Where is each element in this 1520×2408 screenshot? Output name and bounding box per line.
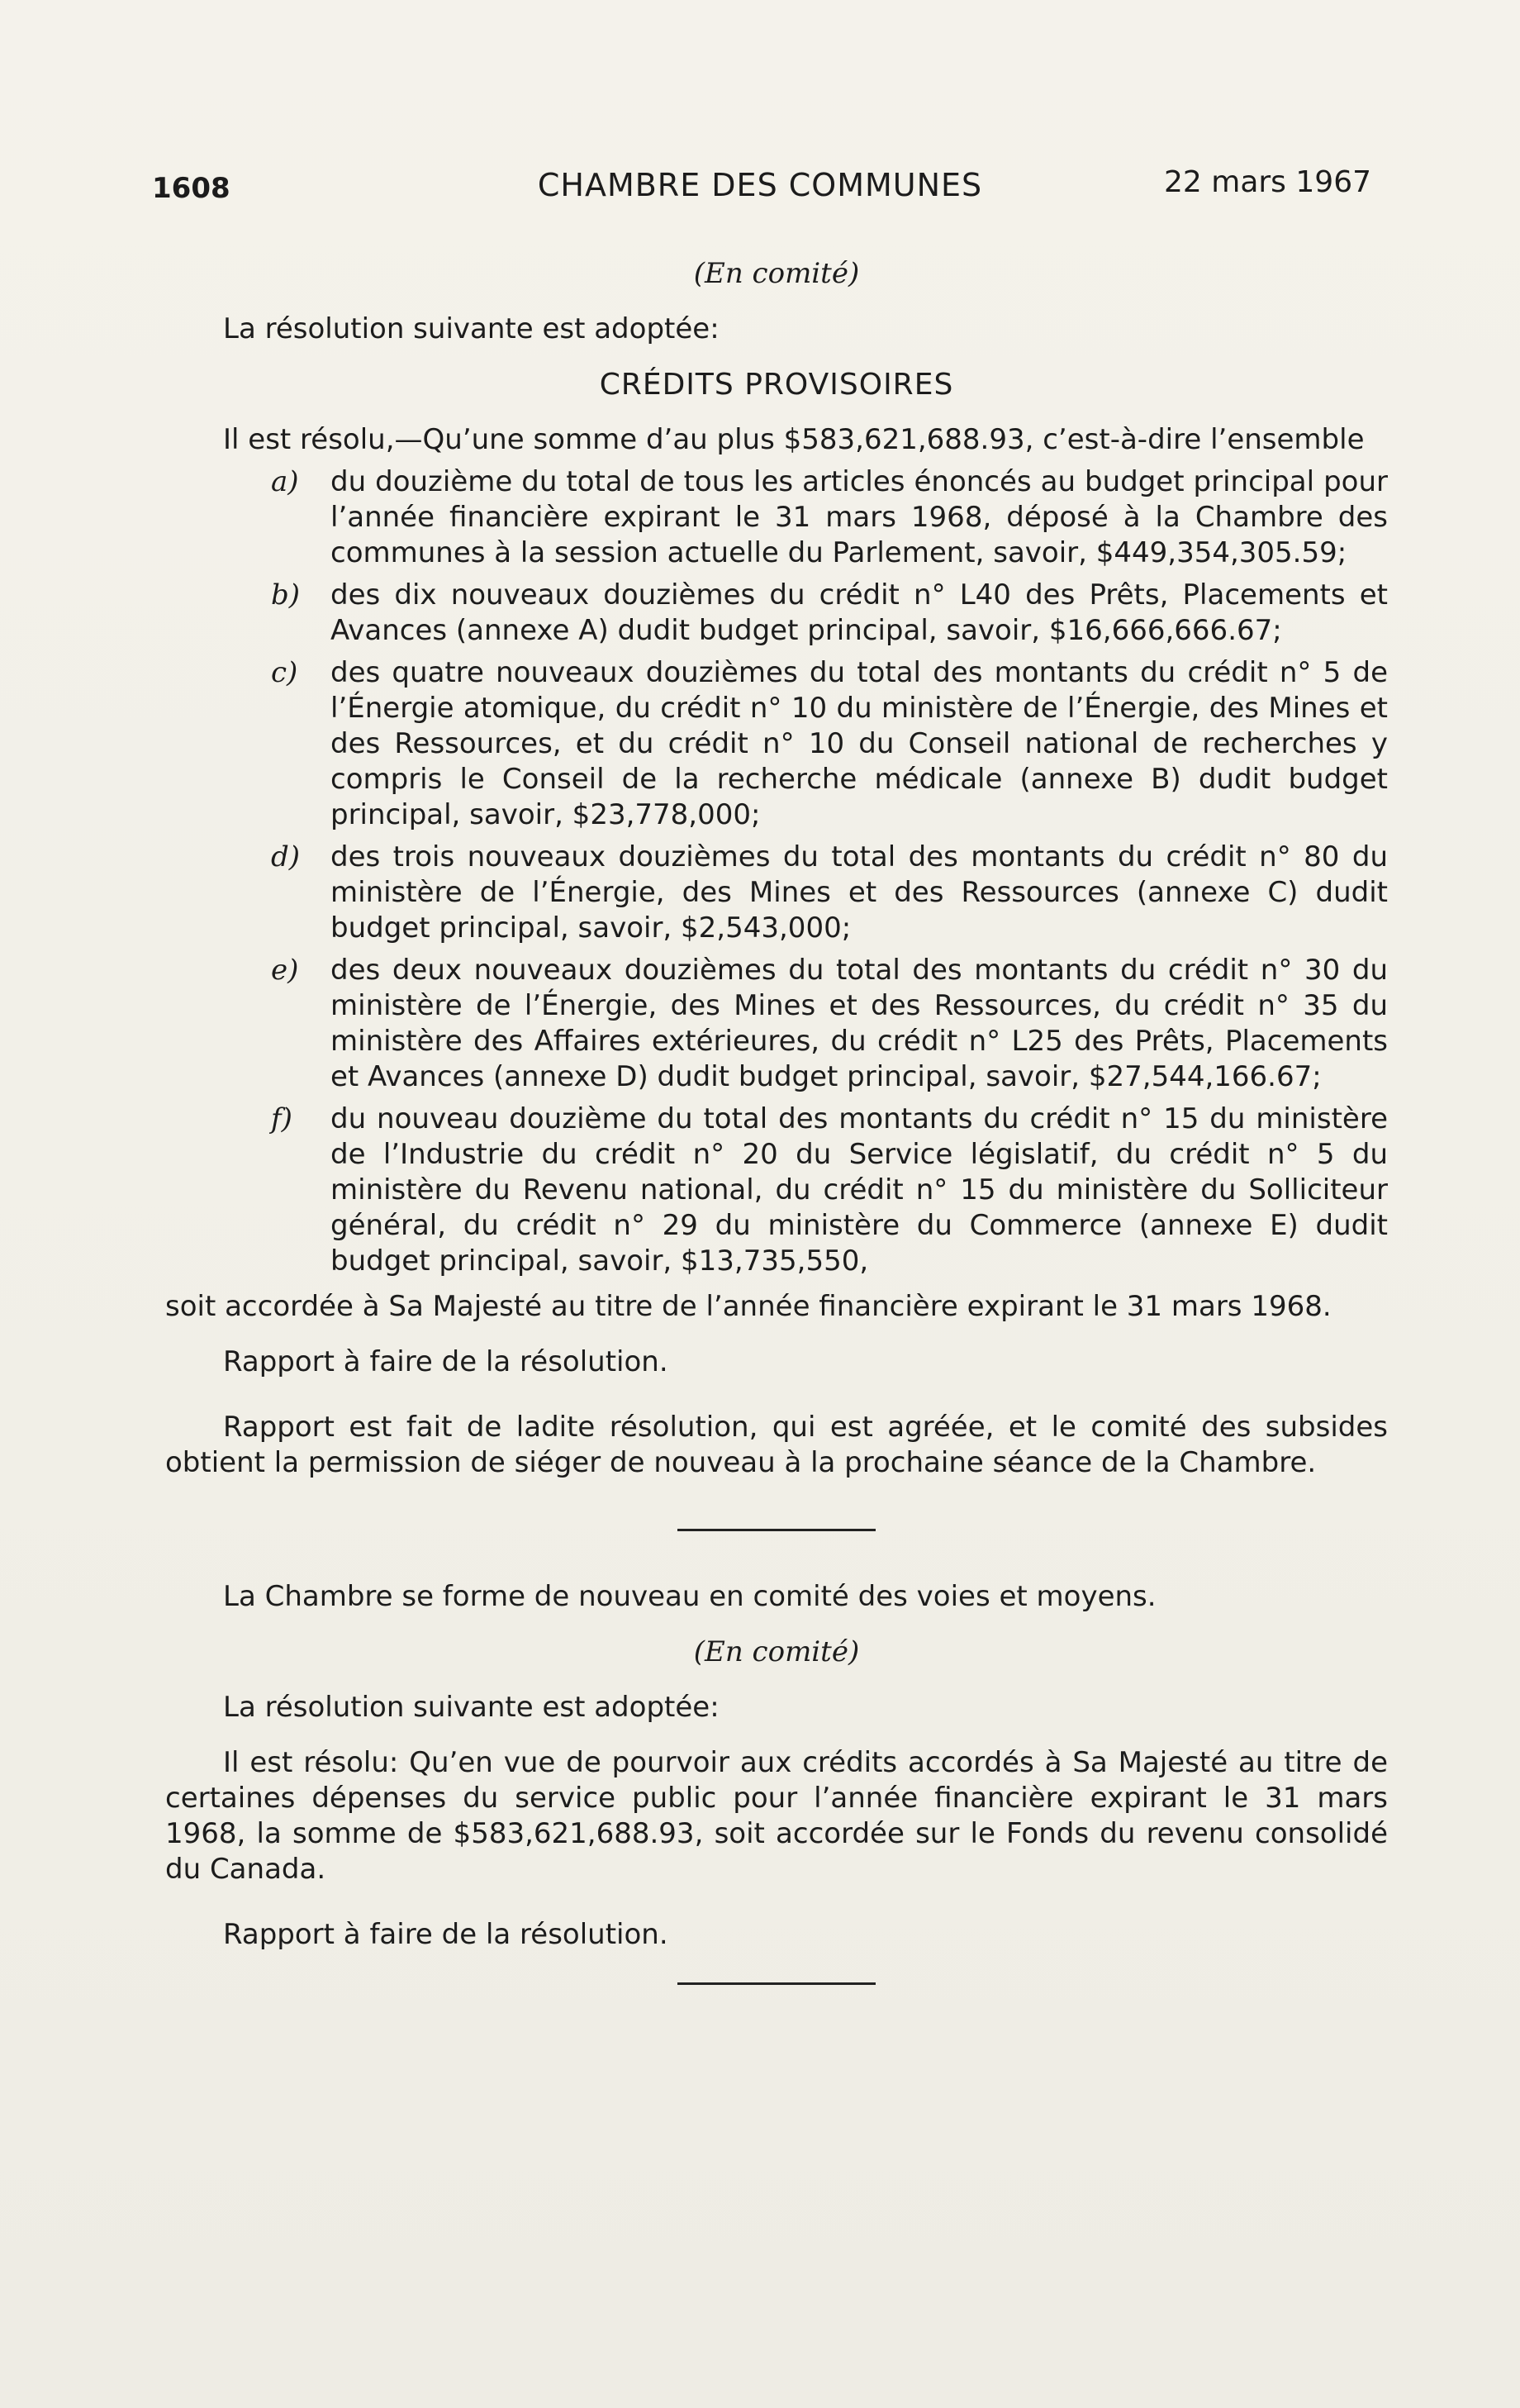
journal-title: CHAMBRE DES COMMUNES [537, 167, 983, 203]
ways-and-means-resolution: Il est résolu: Qu’en vue de pourvoir aux crédits accordés à Sa Majesté au titre de certaines dépenses du service public pour l’année financière expirant le 31 mars 1968, la somme de $583,621,688.93, soit accordée sur le Fonds du revenu consolidé du Canada. [165, 1746, 1388, 1886]
page-header [149, 162, 1371, 212]
list-item [165, 578, 1388, 649]
report-to-be-made-2: Rapport à faire de la résolution. [223, 1918, 668, 1951]
house-forms-committee: La Chambre se forme de nouveau en comité des voies et moyens. [223, 1580, 1157, 1613]
item-label: c) [271, 656, 298, 689]
page-number: 1608 [152, 172, 230, 205]
report-to-be-made: Rapport à faire de la résolution. [223, 1345, 668, 1378]
resolution-closing: soit accordée à Sa Majesté au titre de l’année financière expirant le 31 mars 1968. [165, 1290, 1332, 1323]
sitting-date: 22 mars 1967 [1164, 165, 1371, 199]
report-made: Rapport est fait de ladite résolution, qui est agréée, et le comité des subsides obtient la permission de siéger de nouveau à la prochaine séance de la Chambre. [165, 1411, 1388, 1479]
item-label: a) [271, 465, 299, 498]
item-label: b) [271, 578, 301, 612]
list-item [165, 840, 1388, 946]
list-item [165, 953, 1388, 1095]
item-label: f) [271, 1102, 292, 1135]
adopted-line: La résolution suivante est adoptée: [223, 312, 720, 345]
section-divider-2 [677, 1982, 876, 1985]
list-item [165, 655, 1388, 833]
item-text: des deux nouveaux douzièmes du total des montants du crédit n° 30 du ministère de l’Énergie, des Mines et des Ressources, du crédit n° 35 du ministère des Affaires extérieures, du crédit n° L25 des Prêts, Placements et Avances (annexe D) dudit budget principal, savoir, $27,544,166.67; [330, 954, 1388, 1093]
section-heading: CRÉDITS PROVISOIRES [599, 368, 954, 402]
item-text: du nouveau douzième du total des montants du crédit n° 15 du ministère de l’Industrie du crédit n° 20 du Service législatif, du crédit n° 5 du ministère du Revenu national, du crédit n° 15 du ministère du Solliciteur général, du crédit n° 29 du ministère du Commerce (annexe E) dudit budget principal, savoir, $13,735,550, [330, 1102, 1388, 1278]
list-item [165, 464, 1388, 571]
item-label: e) [271, 954, 299, 987]
item-text: des trois nouveaux douzièmes du total des montants du crédit n° 80 du ministère de l’Énergie, des Mines et des Ressources (annexe C) dudit budget principal, savoir, $2,543,000; [330, 840, 1388, 945]
list-item [165, 1102, 1388, 1279]
section-divider [677, 1529, 876, 1531]
item-text: des quatre nouveaux douzièmes du total des montants du crédit n° 5 de l’Énergie atomique, du crédit n° 10 du ministère de l’Énergie, des Mines et des Ressources, et du crédit n° 10 du Conseil national de recherches y compris le Conseil de la recherche médicale (annexe B) dudit budget principal, savoir, $23,778,000; [330, 656, 1388, 831]
item-label: d) [271, 840, 301, 873]
document-body [165, 256, 1388, 1985]
committee-note-2: (En comité) [693, 1635, 860, 1668]
item-text: des dix nouveaux douzièmes du crédit n° L40 des Prêts, Placements et Avances (annexe A) dudit budget principal, savoir, $16,666,666.67; [330, 578, 1388, 647]
adopted-line-2: La résolution suivante est adoptée: [223, 1691, 720, 1724]
item-text: du douzième du total de tous les articles énoncés au budget principal pour l’année financière expirant le 31 mars 1968, déposé à la Chambre des communes à la session actuelle du Parlement, savoir, $449,354,305.59; [330, 465, 1388, 569]
committee-note: (En comité) [693, 257, 860, 290]
resolution-intro: Il est résolu,—Qu’une somme d’au plus $583,621,688.93, c’est-à-dire l’ensemble [223, 423, 1365, 456]
